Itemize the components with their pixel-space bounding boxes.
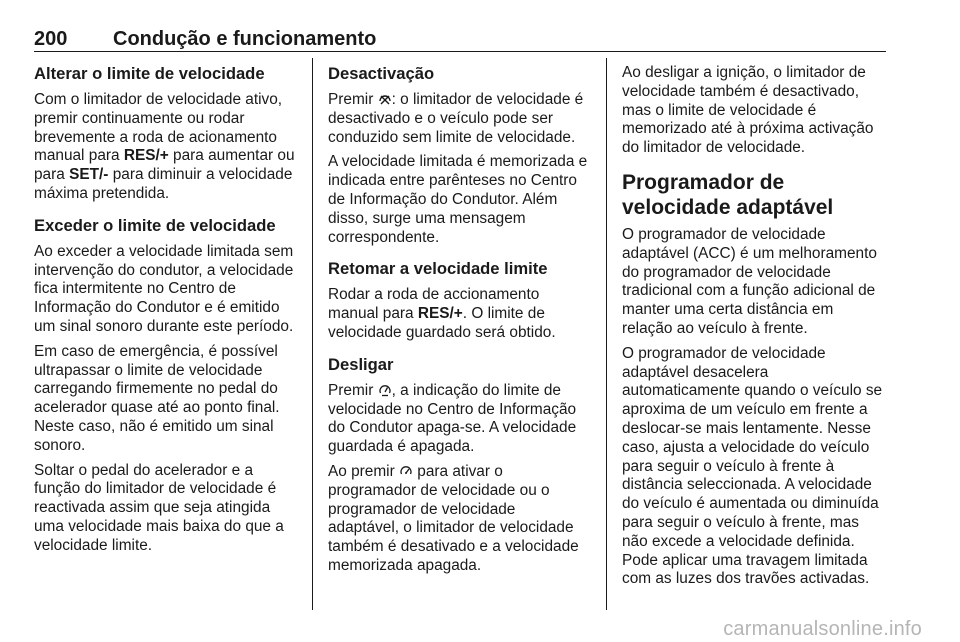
paragraph: Ao exceder a velocidade limitada sem intervenção do condutor, a velocidade fica intermitente no Centro de Informação do Condutor e é emitido um sinal sonoro durante este período.: [34, 242, 294, 335]
paragraph: Em caso de emergência, é possível ultrapassar o limite de velocidade carregando firmemente no pedal do acelerador quase até ao ponto final. Neste caso, não é emitido um sinal sonoro.: [34, 342, 280, 454]
page-header: [34, 0, 886, 50]
paragraph: Premir : o limitador de velocidade é desactivado e o veículo pode ser conduzido sem limite de velocidade.: [328, 91, 584, 146]
paragraph: Soltar o pedal do acelerador e a função do limitador de velocidade é reactivada assim que seja atingida uma velocidade mais baixa do que a velocidade limite.: [34, 461, 284, 554]
res-plus-label: RES/+: [123, 147, 169, 165]
heading-desligar: Desligar: [328, 354, 394, 374]
header-divider: [34, 51, 886, 52]
res-plus-label: RES/+: [417, 305, 463, 323]
paragraph: Ao desligar a ignição, o limitador de velocidade também é desactivado, mas o limite de velocidade é memorizado até à próxima activação do limitador de velocidade.: [622, 64, 874, 157]
cruise-control-icon: [399, 464, 413, 478]
paragraph: Rodar a roda de accionamento manual para RES/+. O limite de velocidade guardado será obtido.: [328, 286, 556, 341]
set-minus-label: SET/-: [69, 166, 109, 184]
page-number: 200: [34, 28, 68, 50]
column-3: [622, 64, 888, 595]
paragraph: A velocidade limitada é memorizada e indicada entre parênteses no Centro de Informação do Condutor. Além disso, surge uma mensagem correspondente.: [328, 153, 588, 246]
column-1: [34, 64, 302, 562]
paragraph: O programador de velocidade adaptável desacelera automaticamente quando o veículo se aproxima de um veículo em frente a deslocar-se mais lentamente. Nesse caso, ajusta a velocidade do veículo para seguir o veículo à frente à distância seleccionada. A velocidade do veículo é aumentada ou diminuída para seguir o veículo à frente, mas não excede a velocidade definida. Pode aplicar uma travagem limitada com as luzes dos travões activadas.: [622, 344, 883, 588]
paragraph: Premir , a indicação do limite de velocidade no Centro de Informação do Condutor apaga-se. A velocidade guardada é apagada.: [328, 381, 577, 456]
column-divider: [606, 58, 607, 610]
column-2: [328, 64, 590, 582]
heading-exceder: Exceder o limite de velocidade: [34, 215, 276, 235]
column-divider: [312, 58, 313, 610]
paragraph: Ao premir para ativar o programador de velocidade ou o programador de velocidade adaptável, o limitador de velocidade também é desativado e a velocidade memorizada apagada.: [328, 462, 579, 574]
heading-alterar: Alterar o limite de velocidade: [34, 64, 265, 83]
heading-retomar: Retomar a velocidade limite: [328, 259, 548, 279]
paragraph: Com o limitador de velocidade ativo, premir continuamente ou rodar brevemente a roda de acionamento manual para RES/+ para aumentar ou para SET/- para diminuir a velocidade máxima pretendida.: [34, 91, 295, 202]
heading-desactivacao: Desactivação: [328, 64, 435, 83]
page-title: Condução e funcionamento: [113, 28, 377, 50]
speed-limiter-icon: [378, 383, 392, 397]
speed-limiter-cancel-icon: [378, 92, 392, 106]
paragraph: O programador de velocidade adaptável (ACC) é um melhoramento do programador de velocidade tradicional com a função adicional de manter uma certa distância em relação ao veículo à frente.: [622, 225, 877, 337]
heading-programador: Programador de velocidade adaptável: [622, 170, 834, 219]
watermark: carmanualsonline.info: [723, 618, 922, 640]
